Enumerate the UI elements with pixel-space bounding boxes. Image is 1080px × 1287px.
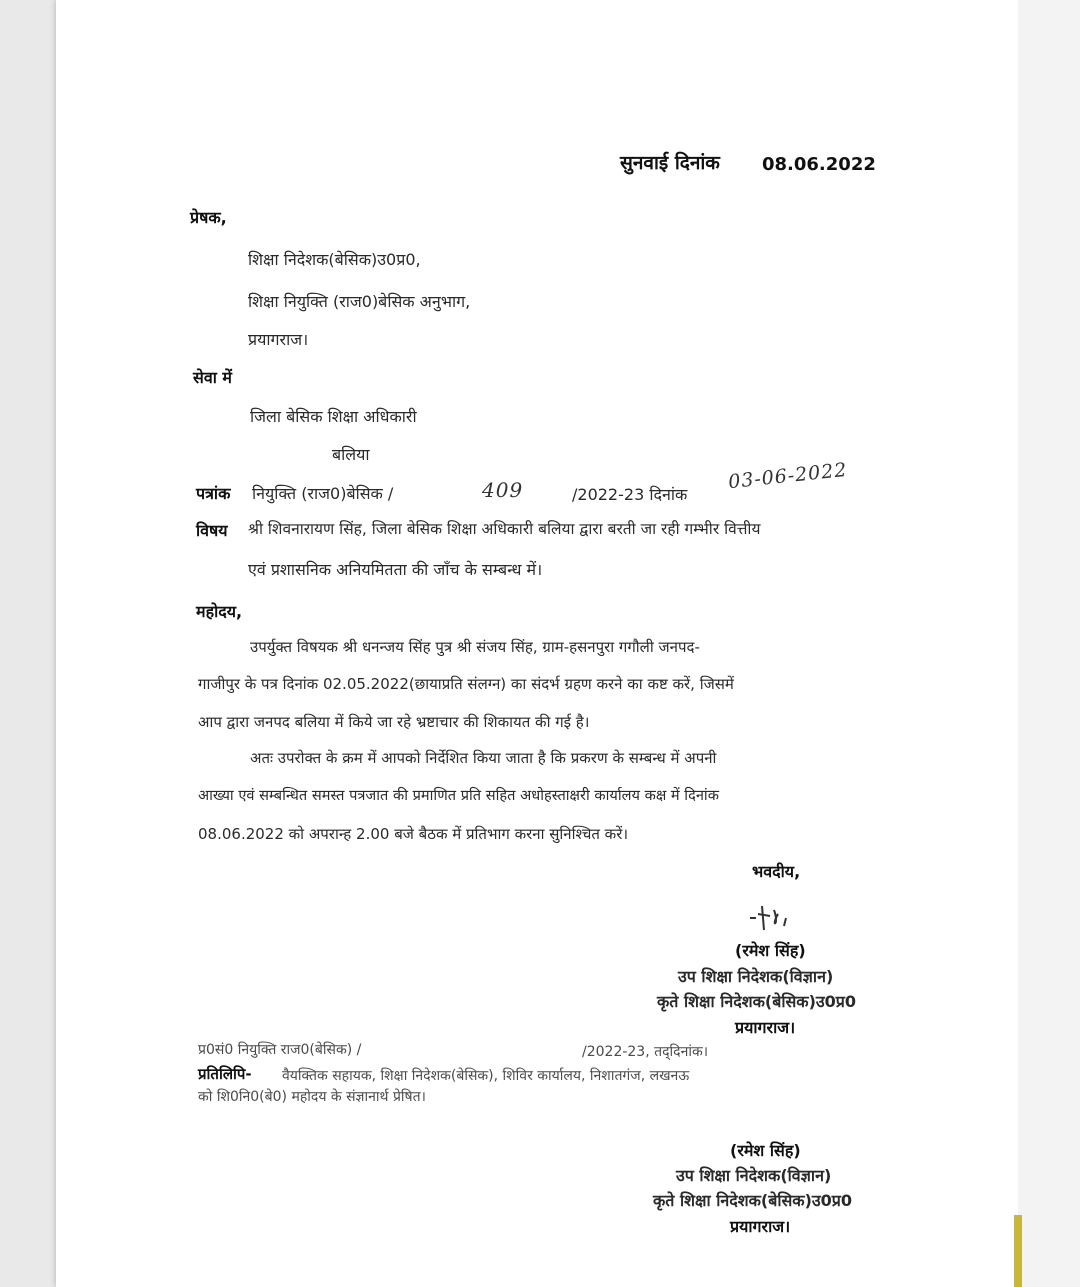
copy-to-line-2: को शि0नि0(बे0) महोदय के संज्ञानार्थ प्रेषित। xyxy=(198,1089,426,1105)
body-p1-line-3: आप द्वारा जनपद बलिया में किये जा रहे भ्रष्टाचार की शिकायत की गई है। xyxy=(198,713,590,731)
sender-label: प्रेषक, xyxy=(190,208,227,227)
signature-2-office: कृते शिक्षा निदेशक(बेसिक)उ0प्र0 xyxy=(653,1191,853,1210)
subject-line-1: श्री शिवनारायण सिंह, जिला बेसिक शिक्षा अधिकारी बलिया द्वारा बरती जा रही गम्भीर वित्तीय xyxy=(248,520,761,538)
copy-to-line-1: वैयक्तिक सहायक, शिक्षा निदेशक(बेसिक), शिविर कार्यालय, निशातगंज, लखनऊ xyxy=(282,1068,690,1084)
signature-2-name: (रमेश सिंह) xyxy=(730,1141,801,1160)
body-p2-line-3: 08.06.2022 को अपरान्ह 2.00 बजे बैठक में प्रतिभाग करना सुनिश्चित करें। xyxy=(198,825,629,843)
signature-2-designation: उप शिक्षा निदेशक(विज्ञान) xyxy=(676,1166,832,1185)
sender-line-3: प्रयागराज। xyxy=(248,330,309,349)
hearing-label: सुनवाई दिनांक xyxy=(620,152,720,174)
closing: भवदीय, xyxy=(752,862,801,881)
signature-1-office: कृते शिक्षा निदेशक(बेसिक)उ0प्र0 xyxy=(657,992,857,1011)
sender-line-2: शिक्षा नियुक्ति (राज0)बेसिक अनुभाग, xyxy=(248,292,471,311)
signature-mark-1 xyxy=(740,896,820,936)
reference-label: पत्रांक xyxy=(196,484,231,503)
left-background xyxy=(0,0,56,1287)
page-edge-mark xyxy=(1014,1215,1022,1287)
body-p1-line-1: उपर्युक्त विषयक श्री धनन्जय सिंह पुत्र श्री संजय सिंह, ग्राम-हसनपुरा गगौली जनपद- xyxy=(250,638,700,656)
salutation: महोदय, xyxy=(196,602,243,621)
hearing-date: 08.06.2022 xyxy=(762,154,876,175)
signature-2-place: प्रयागराज। xyxy=(730,1217,791,1236)
signature-1-name: (रमेश सिंह) xyxy=(735,941,806,960)
recipient-line-2: बलिया xyxy=(332,445,370,464)
subject-label: विषय xyxy=(196,521,228,540)
signature-1-place: प्रयागराज। xyxy=(735,1018,796,1037)
body-p2-line-1: अतः उपरोक्त के क्रम में आपको निर्देशित किया जाता है कि प्रकरण के सम्बन्ध में अपनी xyxy=(250,749,717,767)
copy-ref-prefix: प्र0सं0 नियुक्ति राज0(बेसिक) / xyxy=(198,1042,362,1058)
right-background xyxy=(1018,0,1080,1287)
body-p1-line-2: गाजीपुर के पत्र दिनांक 02.05.2022(छायाप्रति संलग्न) का संदर्भ ग्रहण करने का कष्ट करें, जिसमें xyxy=(198,675,734,693)
copy-to-label: प्रतिलिपि- xyxy=(198,1065,252,1083)
reference-text: नियुक्ति (राज0)बेसिक / xyxy=(252,484,394,503)
subject-line-2: एवं प्रशासनिक अनियमितता की जाँच के सम्बन्ध में। xyxy=(248,560,543,579)
sender-line-1: शिक्षा निदेशक(बेसिक)उ0प्र0, xyxy=(248,250,421,269)
recipient-label: सेवा में xyxy=(193,368,232,387)
signature-1-designation: उप शिक्षा निदेशक(विज्ञान) xyxy=(678,967,834,986)
reference-year: /2022-23 दिनांक xyxy=(572,485,688,504)
reference-number: 409 xyxy=(482,478,524,502)
reference-date: 03-06-2022 xyxy=(727,458,849,494)
copy-ref-suffix: /2022-23, तद्‌दिनांक। xyxy=(582,1044,709,1060)
recipient-line-1: जिला बेसिक शिक्षा अधिकारी xyxy=(250,407,417,426)
body-p2-line-2: आख्या एवं सम्बन्धित समस्त पत्रजात की प्रमाणित प्रति सहित अधोहस्ताक्षरी कार्यालय कक्ष में दिनांक xyxy=(198,787,719,804)
